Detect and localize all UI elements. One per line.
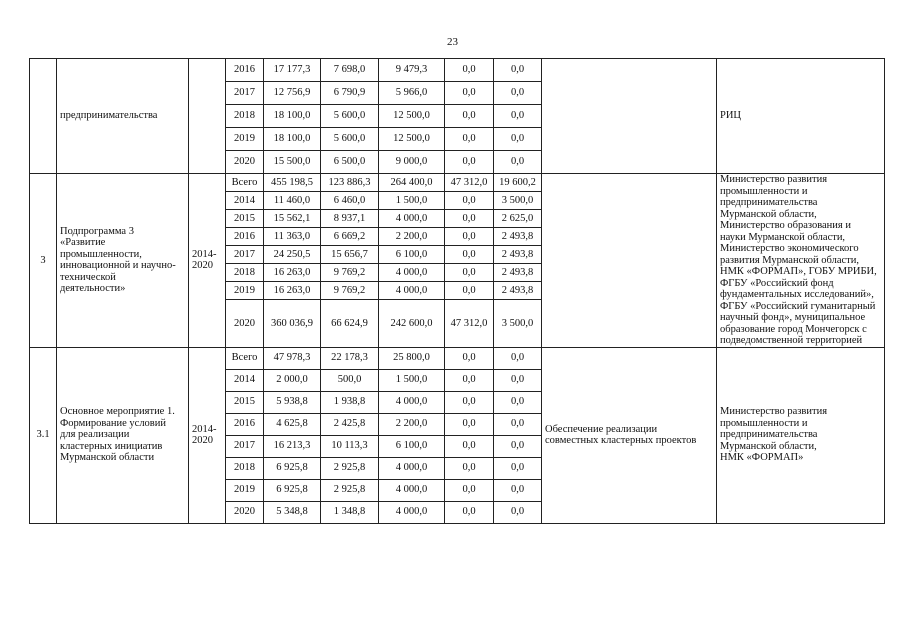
funding-cell-3: 0,0 — [445, 246, 494, 264]
funding-cell-1: 22 178,3 — [321, 347, 379, 369]
year-cell: 2016 — [226, 228, 264, 246]
year-cell: 2020 — [226, 151, 264, 174]
expected-result: Обеспечение реализации совместных кластерных проектов — [542, 347, 717, 523]
funding-cell-4: 0,0 — [494, 391, 542, 413]
funding-cell-4: 2 493,8 — [494, 228, 542, 246]
funding-cell-3: 0,0 — [445, 105, 494, 128]
funding-cell-3: 47 312,0 — [445, 300, 494, 347]
funding-cell-2: 4 000,0 — [379, 501, 445, 523]
total-cell: 11 460,0 — [264, 192, 321, 210]
total-cell: 360 036,9 — [264, 300, 321, 347]
funding-cell-2: 242 600,0 — [379, 300, 445, 347]
funding-cell-3: 47 312,0 — [445, 174, 494, 192]
year-cell: 2018 — [226, 457, 264, 479]
funding-cell-1: 6 500,0 — [321, 151, 379, 174]
funding-cell-3: 0,0 — [445, 59, 494, 82]
expected-result — [542, 59, 717, 174]
total-cell: 24 250,5 — [264, 246, 321, 264]
total-cell: 5 938,8 — [264, 391, 321, 413]
year-cell: 2017 — [226, 435, 264, 457]
year-cell: 2015 — [226, 210, 264, 228]
total-cell: 5 348,8 — [264, 501, 321, 523]
funding-cell-1: 2 925,8 — [321, 457, 379, 479]
funding-cell-4: 2 493,8 — [494, 282, 542, 300]
total-cell: 47 978,3 — [264, 347, 321, 369]
total-cell: 455 198,5 — [264, 174, 321, 192]
total-cell: 6 925,8 — [264, 457, 321, 479]
responsible-executor: РИЦ — [717, 59, 885, 174]
year-cell: 2017 — [226, 246, 264, 264]
year-cell: 2016 — [226, 413, 264, 435]
activity-name: предпринимательства — [57, 59, 189, 174]
funding-cell-4: 2 493,8 — [494, 264, 542, 282]
funding-cell-3: 0,0 — [445, 192, 494, 210]
funding-cell-3: 0,0 — [445, 435, 494, 457]
funding-cell-4: 0,0 — [494, 435, 542, 457]
total-cell: 16 213,3 — [264, 435, 321, 457]
funding-cell-3: 0,0 — [445, 82, 494, 105]
funding-cell-2: 4 000,0 — [379, 479, 445, 501]
expected-result — [542, 174, 717, 348]
funding-cell-2: 2 200,0 — [379, 413, 445, 435]
funding-cell-4: 2 493,8 — [494, 246, 542, 264]
funding-cell-2: 12 500,0 — [379, 105, 445, 128]
funding-cell-3: 0,0 — [445, 501, 494, 523]
year-cell: 2016 — [226, 59, 264, 82]
funding-cell-2: 9 000,0 — [379, 151, 445, 174]
year-cell: 2018 — [226, 105, 264, 128]
total-cell: 15 562,1 — [264, 210, 321, 228]
table-row — [30, 347, 885, 369]
total-cell: 2 000,0 — [264, 369, 321, 391]
funding-cell-2: 6 100,0 — [379, 435, 445, 457]
funding-cell-3: 0,0 — [445, 369, 494, 391]
implementation-period — [189, 59, 226, 174]
funding-cell-3: 0,0 — [445, 151, 494, 174]
total-cell: 18 100,0 — [264, 105, 321, 128]
funding-cell-1: 6 790,9 — [321, 82, 379, 105]
year-cell: 2020 — [226, 501, 264, 523]
funding-cell-2: 12 500,0 — [379, 128, 445, 151]
funding-cell-1: 10 113,3 — [321, 435, 379, 457]
funding-cell-2: 1 500,0 — [379, 192, 445, 210]
total-cell: 16 263,0 — [264, 282, 321, 300]
funding-cell-4: 0,0 — [494, 369, 542, 391]
funding-cell-1: 5 600,0 — [321, 105, 379, 128]
funding-cell-4: 3 500,0 — [494, 300, 542, 347]
funding-cell-3: 0,0 — [445, 264, 494, 282]
funding-cell-2: 4 000,0 — [379, 282, 445, 300]
funding-cell-3: 0,0 — [445, 457, 494, 479]
funding-cell-1: 8 937,1 — [321, 210, 379, 228]
funding-cell-3: 0,0 — [445, 479, 494, 501]
responsible-executor: Министерство развития промышленности и предпринимательства Мурманской области, Министерство образования и науки Мурманской области, Министерство экономического развития Мурманской области, НМК «ФОРМАП», ГОБУ МРИБИ, ФГБУ «Российский фонд фундаментальных исследований», ФГБУ «Российский гуманитарный научный фонд», муниципальное образование город Мончегорск с подведомственной территорией — [717, 174, 885, 348]
funding-cell-1: 500,0 — [321, 369, 379, 391]
funding-cell-1: 6 669,2 — [321, 228, 379, 246]
implementation-period: 2014- 2020 — [189, 347, 226, 523]
funding-cell-2: 25 800,0 — [379, 347, 445, 369]
funding-cell-1: 123 886,3 — [321, 174, 379, 192]
funding-cell-4: 2 625,0 — [494, 210, 542, 228]
funding-cell-3: 0,0 — [445, 228, 494, 246]
funding-cell-1: 2 425,8 — [321, 413, 379, 435]
total-cell: 16 263,0 — [264, 264, 321, 282]
funding-cell-1: 15 656,7 — [321, 246, 379, 264]
funding-cell-4: 0,0 — [494, 59, 542, 82]
funding-cell-3: 0,0 — [445, 391, 494, 413]
year-cell: Всего — [226, 174, 264, 192]
total-cell: 18 100,0 — [264, 128, 321, 151]
funding-cell-2: 1 500,0 — [379, 369, 445, 391]
funding-cell-4: 3 500,0 — [494, 192, 542, 210]
activity-name: Основное мероприятие 1. Формирование условий для реализации кластерных инициатив Мурманской области — [57, 347, 189, 523]
implementation-period: 2014- 2020 — [189, 174, 226, 348]
funding-cell-2: 2 200,0 — [379, 228, 445, 246]
year-cell: 2014 — [226, 192, 264, 210]
funding-cell-4: 0,0 — [494, 347, 542, 369]
row-index — [30, 59, 57, 174]
year-cell: Всего — [226, 347, 264, 369]
funding-cell-4: 0,0 — [494, 413, 542, 435]
funding-cell-4: 0,0 — [494, 457, 542, 479]
total-cell: 12 756,9 — [264, 82, 321, 105]
year-cell: 2020 — [226, 300, 264, 347]
funding-cell-3: 0,0 — [445, 210, 494, 228]
funding-cell-3: 0,0 — [445, 413, 494, 435]
page-number: 23 — [447, 36, 458, 48]
funding-cell-4: 0,0 — [494, 82, 542, 105]
funding-cell-2: 5 966,0 — [379, 82, 445, 105]
funding-cell-1: 66 624,9 — [321, 300, 379, 347]
funding-cell-3: 0,0 — [445, 128, 494, 151]
row-index: 3 — [30, 174, 57, 348]
responsible-executor: Министерство развития промышленности и предпринимательства Мурманской области, НМК «ФОРМАП» — [717, 347, 885, 523]
year-cell: 2017 — [226, 82, 264, 105]
year-cell: 2019 — [226, 128, 264, 151]
funding-cell-4: 0,0 — [494, 151, 542, 174]
funding-cell-2: 4 000,0 — [379, 264, 445, 282]
funding-cell-2: 6 100,0 — [379, 246, 445, 264]
funding-cell-4: 0,0 — [494, 501, 542, 523]
funding-cell-2: 264 400,0 — [379, 174, 445, 192]
row-index: 3.1 — [30, 347, 57, 523]
year-cell: 2019 — [226, 282, 264, 300]
table-row — [30, 174, 885, 192]
year-cell: 2018 — [226, 264, 264, 282]
funding-cell-3: 0,0 — [445, 347, 494, 369]
funding-cell-1: 6 460,0 — [321, 192, 379, 210]
funding-cell-2: 9 479,3 — [379, 59, 445, 82]
funding-cell-2: 4 000,0 — [379, 210, 445, 228]
funding-cell-1: 9 769,2 — [321, 282, 379, 300]
total-cell: 17 177,3 — [264, 59, 321, 82]
funding-cell-4: 0,0 — [494, 105, 542, 128]
funding-cell-4: 0,0 — [494, 479, 542, 501]
table-row — [30, 59, 885, 82]
funding-cell-2: 4 000,0 — [379, 391, 445, 413]
funding-cell-1: 1 348,8 — [321, 501, 379, 523]
funding-cell-4: 19 600,2 — [494, 174, 542, 192]
funding-cell-1: 2 925,8 — [321, 479, 379, 501]
funding-cell-1: 9 769,2 — [321, 264, 379, 282]
total-cell: 4 625,8 — [264, 413, 321, 435]
total-cell: 15 500,0 — [264, 151, 321, 174]
funding-cell-1: 7 698,0 — [321, 59, 379, 82]
funding-cell-3: 0,0 — [445, 282, 494, 300]
total-cell: 11 363,0 — [264, 228, 321, 246]
total-cell: 6 925,8 — [264, 479, 321, 501]
year-cell: 2015 — [226, 391, 264, 413]
year-cell: 2019 — [226, 479, 264, 501]
funding-cell-2: 4 000,0 — [379, 457, 445, 479]
year-cell: 2014 — [226, 369, 264, 391]
funding-cell-1: 5 600,0 — [321, 128, 379, 151]
activity-name: Подпрограмма 3 «Развитие промышленности, инновационной и научно- технической деятельности» — [57, 174, 189, 348]
program-table — [29, 58, 885, 524]
funding-cell-4: 0,0 — [494, 128, 542, 151]
funding-cell-1: 1 938,8 — [321, 391, 379, 413]
